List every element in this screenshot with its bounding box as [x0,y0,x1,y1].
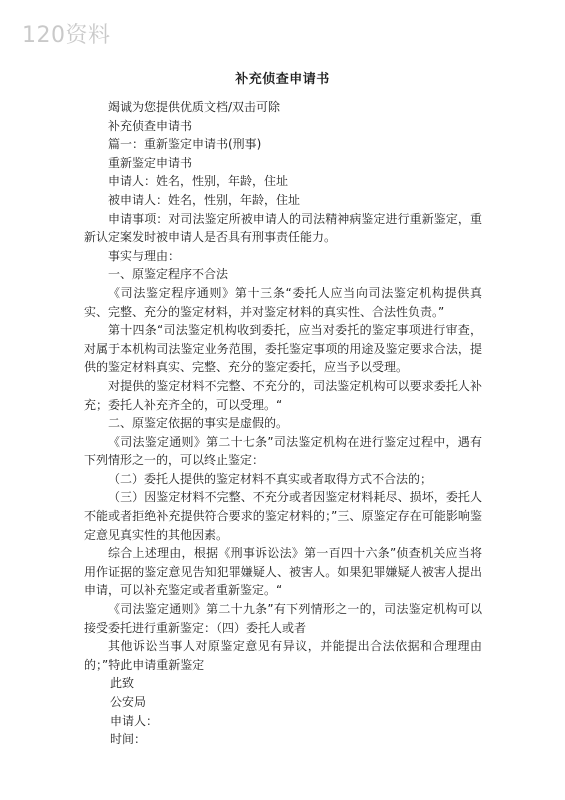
paragraph: 第十四条“司法鉴定机构收到委托，应当对委托的鉴定事项进行审查，对属于本机构司法鉴定业务范围，委托鉴定事项的用途及鉴定要求合法，提供的鉴定材料真实、完整、充分的鉴定委托，应当予以受理。 [84,323,482,375]
paragraph: 二、原鉴定依据的事实是虚假的。 [108,416,289,431]
closing-recipient: 公安局 [110,695,147,709]
paragraph: 竭诚为您提供优质文档/双击可除 [108,100,281,114]
paragraph: 申请人：姓名，性别，年龄，住址 [108,174,289,189]
document-title: 补充侦查申请书 [235,72,330,87]
closing-date: 时间： [110,732,147,747]
paragraph: 申请事项：对司法鉴定所被申请人的司法精神病鉴定进行重新鉴定，重新认定案发时被申请人是否具有刑事责任能力。 [84,211,482,245]
paragraph: 一、原鉴定程序不合法 [108,267,229,282]
paragraph: （二）委托人提供的鉴定材料不真实或者取得方式不合法的； [108,471,433,486]
closing-applicant: 申请人： [110,713,159,728]
watermark-logo-text: 120资料 [22,23,111,48]
paragraph: 对提供的鉴定材料不完整、不充分的，司法鉴定机构可以要求委托人补充；委托人补充齐全的，可以受理。“ [84,378,482,412]
document-body [84,98,482,749]
paragraph: 《司法鉴定通则》第二十七条”司法鉴定机构在进行鉴定过程中，遇有下列情形之一的，可以终止鉴定： [84,434,482,468]
closing-salutation: 此致 [110,676,135,691]
paragraph: 重新鉴定申请书 [108,155,193,170]
paragraph: 篇一：重新鉴定申请书(刑事) [108,137,262,152]
paragraph: 被申请人：姓名，性别，年龄，住址 [108,192,301,207]
paragraph: 《司法鉴定通则》第二十九条”有下列情形之一的，司法鉴定机构可以接受委托进行重新鉴定：（四）委托人或者 [84,602,482,635]
paragraph: 《司法鉴定程序通则》第十三条“委托人应当向司法鉴定机构提供真实、完整、充分的鉴定材料，并对鉴定材料的真实性、合法性负责。” [84,285,482,319]
paragraph: （三）因鉴定材料不完整、不充分或者因鉴定材料耗尽、损坏，委托人不能或者拒绝补充提供符合要求的鉴定材料的；”三、原鉴定存在可能影响鉴定意见真实性的其他因素。 [84,490,482,542]
paragraph: 综合上述理由，根据《刑事诉讼法》第一百四十六条”侦查机关应当将用作证据的鉴定意见告知犯罪嫌疑人、被害人。如果犯罪嫌疑人被害人提出申请，可以补充鉴定或者重新鉴定。“ [84,546,482,598]
paragraph: 其他诉讼当事人对原鉴定意见有异议，并能提出合法依据和合理理由的；”特此申请重新鉴定 [84,639,482,672]
paragraph: 事实与理由： [108,248,181,263]
paragraph: 补充侦查申请书 [108,118,193,133]
